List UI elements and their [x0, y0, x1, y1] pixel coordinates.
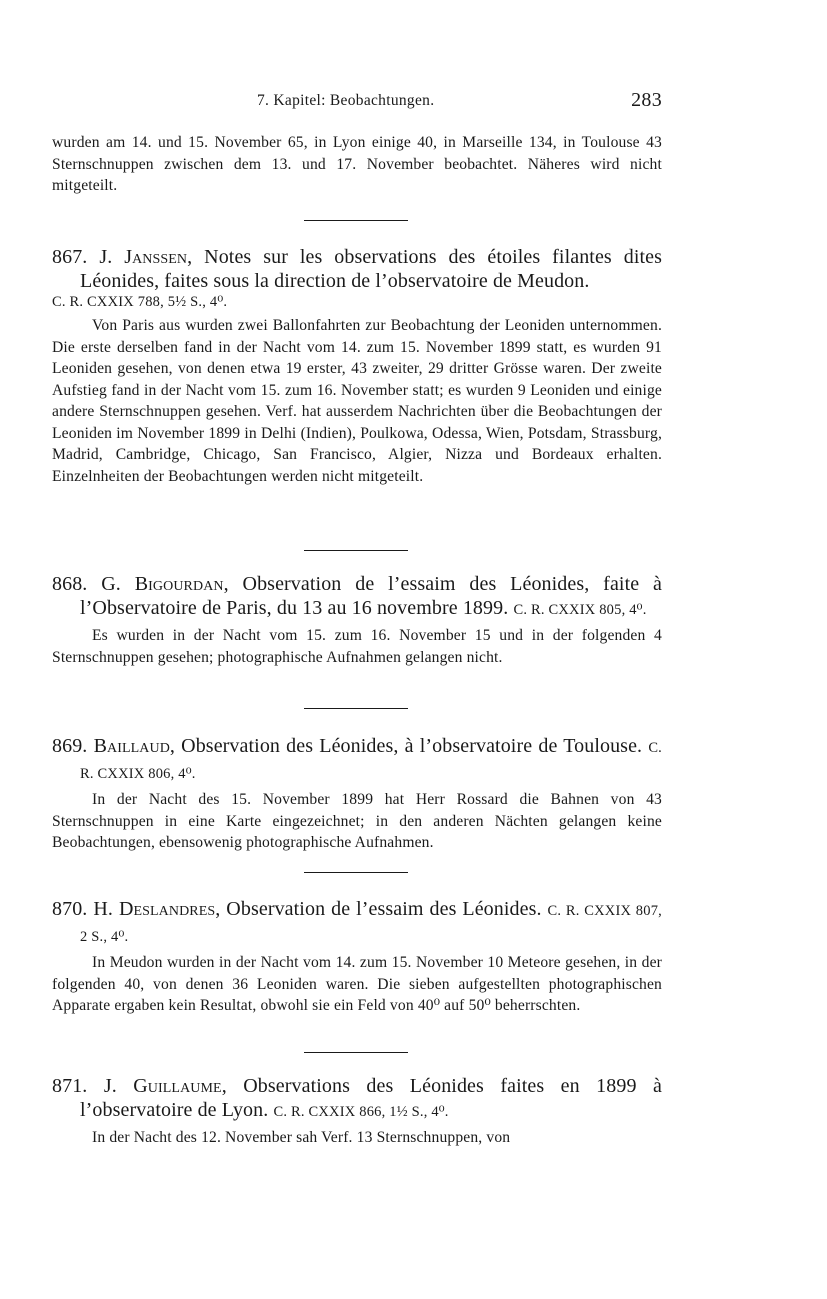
- entry-heading: [52, 897, 662, 949]
- author-name: Janssen: [124, 246, 188, 268]
- running-title: 7. Kapitel: Beobachtungen.: [257, 92, 435, 109]
- citation: C. R. CXXIX 807, 2 S., 4⁰.: [80, 903, 662, 945]
- entry-title: , Observation de l’essaim des Léonides.: [215, 898, 542, 920]
- citation: C. R. CXXIX 788, 5½ S., 4⁰.: [52, 294, 228, 310]
- entry-number: 870.: [52, 898, 88, 920]
- author-name: Deslandres: [118, 898, 216, 920]
- author-initial: G.: [101, 573, 121, 595]
- entry-title: , Observation des Léonides, à l’observatoire de Toulouse.: [169, 735, 643, 757]
- author-initial: H.: [93, 898, 113, 920]
- entry-heading: [52, 572, 662, 622]
- entry-heading: [52, 734, 662, 786]
- abstract: Von Paris aus wurden zwei Ballonfahrten zur Beobachtung der Leoniden unternommen. Die erste derselben fand in der Nacht vom 14. zum 15. November 1899 statt, es wurden 91 Leoniden gesehen, von denen etwa 19 erster, 43 zweiter, 29 dritter Grösse waren. Der zweite Aufstieg fand in der Nacht vom 15. zum 16. November statt; es wurden 9 Leoniden und einige andere Sternschnuppen gesehen. Verf. hat ausserdem Nachrichten über die Beobachtungen der Leoniden im November 1899 in Delhi (Indien), Poulkowa, Odessa, Wien, Potsdam, Strassburg, Madrid, Cambridge, Chicago, San Francisco, Algier, Nizza und Bordeaux erhalten. Einzelnheiten der Beobachtungen werden nicht mitgeteilt.: [52, 317, 662, 485]
- author-name: Bigourdan: [134, 573, 224, 595]
- bibliography-entry: [52, 734, 662, 854]
- entry-number: 867.: [52, 246, 88, 268]
- citation: C. R. CXXIX 806, 4⁰.: [80, 740, 663, 782]
- separator-rule: [52, 872, 662, 873]
- author-name: Guillaume: [133, 1075, 222, 1097]
- abstract: In Meudon wurden in der Nacht vom 14. zum 15. November 10 Meteore gesehen, in der folgenden 40, von denen 36 Leoniden waren. Die sieben aufgestellten photographischen Apparate ergaben kein Resultat, obwohl sie ein Feld von 40⁰ auf 50⁰ beherrschten.: [52, 954, 662, 1014]
- separator-rule: [52, 708, 662, 709]
- entry-title: , Notes sur les observations des étoiles filantes dites Léonides, faites sous la direction de l’observatoire de Meudon.: [80, 246, 662, 292]
- bibliography-entry: [52, 245, 662, 487]
- citation: C. R. CXXIX 805, 4⁰.: [513, 602, 647, 618]
- separator-rule: [52, 550, 662, 551]
- bibliography-entry: [52, 897, 662, 1017]
- separator-rule: [52, 1052, 662, 1053]
- page-header: [52, 89, 662, 114]
- abstract: Es wurden in der Nacht vom 15. zum 16. November 15 und in der folgenden 4 Sternschnuppen gesehen; photographische Aufnahmen gelangen nicht.: [52, 627, 662, 666]
- abstract: In der Nacht des 15. November 1899 hat Herr Rossard die Bahnen von 43 Sternschnuppen in eine Karte eingezeichnet; in den anderen Nächten gelangen keine Beobachtungen, ebensowenig photographische Aufnahmen.: [52, 791, 662, 851]
- author-initial: J.: [103, 1075, 117, 1097]
- citation: C. R. CXXIX 866, 1½ S., 4⁰.: [273, 1104, 449, 1120]
- entry-number: 871.: [52, 1075, 88, 1097]
- author-name: Baillaud: [93, 735, 170, 757]
- continuation-block: [52, 132, 662, 197]
- entry-heading: [52, 245, 662, 312]
- bibliography-entry: [52, 1074, 662, 1149]
- entry-heading: [52, 1074, 662, 1124]
- continuation-paragraph: wurden am 14. und 15. November 65, in Lyon einige 40, in Marseille 134, in Toulouse 43 Sternschnuppen zwischen dem 13. und 17. November beobachtet. Näheres wird nicht mitgeteilt.: [52, 134, 662, 194]
- entry-number: 869.: [52, 735, 88, 757]
- author-initial: J.: [99, 246, 113, 268]
- page-number: 283: [631, 89, 662, 111]
- abstract: In der Nacht des 12. November sah Verf. 13 Sternschnuppen, von: [92, 1129, 511, 1146]
- separator-rule: [52, 220, 662, 221]
- entry-title: , Observation de l’essaim des Léonides, faite à l’Observatoire de Paris, du 13 au 16 novembre 1899.: [80, 573, 662, 619]
- entry-number: 868.: [52, 573, 88, 595]
- bibliography-entry: [52, 572, 662, 668]
- entry-title: , Observations des Léonides faites en 1899 à l’observatoire de Lyon.: [80, 1075, 662, 1121]
